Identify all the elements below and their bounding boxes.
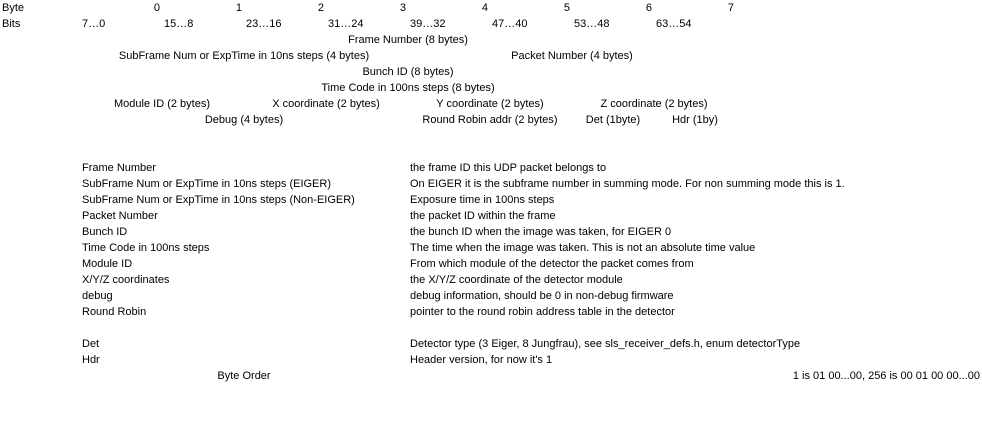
byte-label: Byte xyxy=(2,1,25,14)
description-meaning-round-robin: pointer to the round robin address table in the detector xyxy=(410,305,675,318)
description-field-subframe-non-eiger: SubFrame Num or ExpTime in 10ns steps (Non-EIGER) xyxy=(82,193,355,206)
description-meaning-packet-number: the packet ID within the frame xyxy=(410,209,556,222)
bit-range-5: 47…40 xyxy=(492,17,528,30)
empty-cell xyxy=(0,256,80,272)
field-row-time-code xyxy=(0,80,982,96)
bit-range-1: 15…8 xyxy=(164,17,194,30)
empty-cell xyxy=(0,80,80,96)
empty-cell xyxy=(736,144,982,160)
empty-cell xyxy=(572,320,654,336)
field-box-frame-number: Frame Number (8 bytes) xyxy=(348,33,468,46)
empty-cell xyxy=(736,16,982,32)
empty-cell xyxy=(244,144,326,160)
empty-cell xyxy=(244,128,326,144)
description-row xyxy=(0,256,982,272)
field-box-debug: Debug (4 bytes) xyxy=(204,113,284,126)
empty-cell xyxy=(0,144,80,160)
description-meaning-hdr: Header version, for now it's 1 xyxy=(410,353,553,366)
empty-cell xyxy=(80,144,162,160)
field-box-subframe-num: SubFrame Num or ExpTime in 10ns steps (4 bytes) xyxy=(118,49,370,62)
empty-cell xyxy=(736,112,982,128)
byte-number-4: 4 xyxy=(481,1,488,14)
byte-number-5: 5 xyxy=(563,1,570,14)
empty-cell xyxy=(736,32,982,48)
empty-cell xyxy=(80,128,162,144)
bits-label: Bits xyxy=(2,17,21,30)
empty-cell xyxy=(0,288,80,304)
byte-order-value: 1 is 01 00...00, 256 is 00 01 00 00...00 xyxy=(792,369,980,382)
empty-cell xyxy=(654,384,736,400)
description-field-packet-number: Packet Number xyxy=(82,209,158,222)
field-box-z-coordinate: Z coordinate (2 bytes) xyxy=(600,97,708,110)
empty-cell xyxy=(162,384,244,400)
description-field-subframe-eiger: SubFrame Num or ExpTime in 10ns steps (EIGER) xyxy=(82,177,332,190)
empty-cell xyxy=(0,48,80,64)
empty-cell xyxy=(736,96,982,112)
field-row-bunch-id xyxy=(0,64,982,80)
description-meaning-subframe-eiger: On EIGER it is the subframe number in summing mode. For non summing mode this is 1. xyxy=(410,177,845,190)
empty-cell xyxy=(326,128,408,144)
empty-cell xyxy=(408,144,490,160)
field-box-bunch-id: Bunch ID (8 bytes) xyxy=(362,65,454,78)
empty-cell xyxy=(736,0,982,16)
empty-cell xyxy=(736,384,982,400)
bit-range-4: 39…32 xyxy=(410,17,446,30)
empty-cell xyxy=(326,320,408,336)
field-box-x-coordinate: X coordinate (2 bytes) xyxy=(272,97,380,110)
spacer-row xyxy=(0,144,982,160)
byte-number-1: 1 xyxy=(235,1,242,14)
spacer-row xyxy=(0,320,982,336)
empty-cell xyxy=(0,160,80,176)
spacer-row xyxy=(0,128,982,144)
description-field-round-robin: Round Robin xyxy=(82,305,147,318)
description-row xyxy=(0,240,982,256)
field-row-module-coords xyxy=(0,96,982,112)
description-meaning-time-code: The time when the image was taken. This is not an absolute time value xyxy=(410,241,756,254)
empty-cell xyxy=(0,352,80,368)
description-row xyxy=(0,272,982,288)
empty-cell xyxy=(0,208,80,224)
field-row-subframe-packet xyxy=(0,48,982,64)
description-field-debug: debug xyxy=(82,289,113,302)
empty-cell xyxy=(736,80,982,96)
empty-cell xyxy=(736,48,982,64)
description-row xyxy=(0,160,982,176)
field-box-packet-number: Packet Number (4 bytes) xyxy=(511,49,633,62)
description-field-module-id: Module ID xyxy=(82,257,133,270)
empty-cell xyxy=(0,240,80,256)
empty-cell xyxy=(654,128,736,144)
empty-cell xyxy=(244,384,326,400)
description-row xyxy=(0,208,982,224)
byte-number-row xyxy=(0,0,982,16)
empty-cell xyxy=(162,128,244,144)
empty-cell xyxy=(0,96,80,112)
description-field-xyz-coordinates: X/Y/Z coordinates xyxy=(82,273,170,286)
byte-number-7: 7 xyxy=(727,1,734,14)
description-field-bunch-id: Bunch ID xyxy=(82,225,128,238)
field-box-det: Det (1byte) xyxy=(585,113,641,126)
empty-cell xyxy=(0,64,80,80)
byte-number-0: 0 xyxy=(153,1,160,14)
field-row-frame-number xyxy=(0,32,982,48)
byte-order-row xyxy=(0,368,982,384)
empty-cell xyxy=(490,144,572,160)
field-box-time-code: Time Code in 100ns steps (8 bytes) xyxy=(321,81,495,94)
empty-cell xyxy=(0,336,80,352)
description-meaning-det: Detector type (3 Eiger, 8 Jungfrau), see sls_receiver_defs.h, enum detectorType xyxy=(410,337,801,350)
byte-order-label: Byte Order xyxy=(217,369,271,382)
description-meaning-frame-number: the frame ID this UDP packet belongs to xyxy=(410,161,607,174)
field-box-y-coordinate: Y coordinate (2 bytes) xyxy=(436,97,544,110)
description-row xyxy=(0,192,982,208)
empty-cell xyxy=(408,128,490,144)
field-box-round-robin-addr: Round Robin addr (2 bytes) xyxy=(422,113,558,126)
empty-cell xyxy=(326,384,408,400)
byte-number-2: 2 xyxy=(317,1,324,14)
empty-cell xyxy=(0,320,80,336)
description-field-det: Det xyxy=(82,337,100,350)
empty-cell xyxy=(572,144,654,160)
description-meaning-bunch-id[interactable]: the bunch ID when the image was taken, for EIGER 0 xyxy=(410,225,672,238)
empty-cell xyxy=(0,128,80,144)
description-meaning-debug: debug information, should be 0 in non-debug firmware xyxy=(410,289,674,302)
field-box-hdr: Hdr (1by) xyxy=(672,113,718,126)
bit-range-7: 63…54 xyxy=(656,17,692,30)
description-row xyxy=(0,336,982,352)
description-field-frame-number: Frame Number xyxy=(82,161,156,174)
bit-range-0: 7…0 xyxy=(82,17,106,30)
empty-cell xyxy=(0,224,80,240)
empty-cell xyxy=(162,320,244,336)
empty-cell xyxy=(490,384,572,400)
bit-range-2: 23…16 xyxy=(246,17,282,30)
empty-cell xyxy=(654,320,736,336)
empty-cell xyxy=(0,192,80,208)
empty-cell xyxy=(0,368,80,384)
description-meaning-xyz-coordinates: the X/Y/Z coordinate of the detector module xyxy=(410,273,623,286)
bit-range-3: 31…24 xyxy=(328,17,364,30)
empty-cell xyxy=(0,32,80,48)
empty-cell xyxy=(736,320,982,336)
empty-cell xyxy=(80,384,162,400)
description-field-time-code: Time Code in 100ns steps xyxy=(82,241,210,254)
description-field-hdr: Hdr xyxy=(82,353,100,366)
empty-cell xyxy=(736,64,982,80)
empty-cell xyxy=(736,128,982,144)
empty-cell xyxy=(572,128,654,144)
empty-cell xyxy=(0,272,80,288)
empty-cell xyxy=(0,384,80,400)
empty-cell xyxy=(490,128,572,144)
empty-cell xyxy=(408,384,490,400)
empty-cell xyxy=(0,176,80,192)
empty-cell xyxy=(0,304,80,320)
empty-cell xyxy=(408,320,490,336)
empty-cell xyxy=(162,144,244,160)
empty-cell xyxy=(326,144,408,160)
empty-cell xyxy=(80,320,162,336)
empty-cell xyxy=(572,384,654,400)
description-row xyxy=(0,176,982,192)
spacer-row xyxy=(0,384,982,400)
description-meaning-module-id: From which module of the detector the packet comes from xyxy=(410,257,694,270)
empty-cell xyxy=(490,320,572,336)
description-row-selected xyxy=(0,224,982,240)
byte-number-3: 3 xyxy=(399,1,406,14)
bit-range-6: 53…48 xyxy=(574,17,610,30)
description-meaning-subframe-non-eiger: Exposure time in 100ns steps xyxy=(410,193,555,206)
description-row xyxy=(0,288,982,304)
bits-row xyxy=(0,16,982,32)
empty-cell xyxy=(654,144,736,160)
field-box-module-id: Module ID (2 bytes) xyxy=(114,97,210,110)
empty-cell xyxy=(244,320,326,336)
field-row-debug-roundrobin-det-hdr xyxy=(0,112,982,128)
empty-cell xyxy=(0,112,80,128)
byte-number-6: 6 xyxy=(645,1,652,14)
description-row xyxy=(0,304,982,320)
description-row xyxy=(0,352,982,368)
